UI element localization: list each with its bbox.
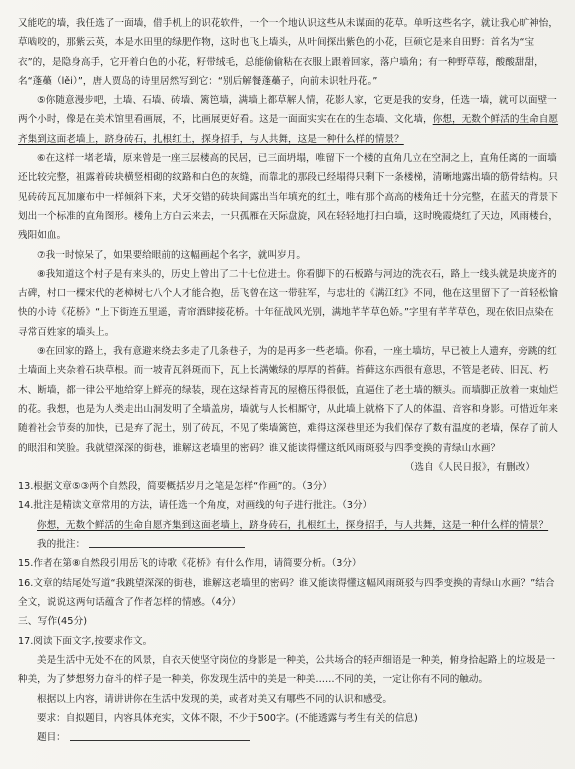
question-15: 15.作者在第⑧自然段引用岳飞的诗歌《花桥》有什么作用，请简要分析。（3分） [18,558,362,570]
underlined-sentence: 你想，无数个鲜活的生命自愿齐集到这面老墙上，跻身砖石，扎根红土，探身招手，与人共舞，这是一种什么样的情景？ [18,114,559,145]
passage-paragraph-6: ⑥在这样一堵老墙，原来曾是一座三层楼高的民居，已三面坍塌，唯留下一个楼的直角几立在空洞之上，直角任离的一面墙还比较完整，祖露着砖块横竖相砌的纹路和白色的灰缝，而靠北的那段已经塌得只剩下一条楼梯，清晰地露出墙的筋骨结构。只见砖砖瓦瓦加廉布中一样倾斜下来，犬牙交错的砖块间露出当年填充的红土，唯有那个高高的楼角迁十分完整，在蓝天的背景下划出一个标准的直角图形。楼角上方白云来去，一只孤雁在天际盘旋，风在轻轻地打扫白墙，这时晚霞烧红了天边，风雨楼台，残阳如血。 [18,153,559,242]
answer-label: 我的批注： [37,539,86,551]
writing-prompt-1: 美是生活中无处不在的风景，自衣天使坚守岗位的身影是一种美，公共场合的轻声细语是一种美，俯身拾起路上的垃圾是一种美，为了梦想努力奋斗的样子是一种美，你发现生活中的美是一种美……不同的美，一定让你有不同的触动。 [18,655,556,686]
passage-text: 又能吃的墙，我任选了一面墙，借手机上的识花软件，一个一个地认识这些从未谋面的花草。单听这些名字，就让我心旷神怡，草 [18,18,559,49]
passage-text: 啮咬的，那紫云英，本是水田里的绿肥作物，这时也飞上墙头，从叶间探出紫色的小花，巨硕它是来自田野：首名为“宝衣”的，是隐身高手，它开着白色的小花，籽带绒毛，总能偷偷粘在衣服上跟着回家，落户墙角；有一种野草莓，酸酸甜甜，名“蓬蘽（lěi）”，唐人贾岛的诗里居然写到它：“别后解餐蓬蘽子，向前未识牡丹花。” [18,37,544,87]
answer-blank[interactable] [89,537,245,548]
passage-paragraph-7: ⑦我一时惊呆了，如果要给眼前的这幅画起个名字，就叫岁月。 [37,249,307,261]
question-14: 14.批注是精读文章常用的方法，请任选一个角度，对画线的句子进行批注。（3分） [18,500,373,512]
question-13: 13.根据文章⑤③两个自然段，简要概括岁月之笔是怎样“作画”的。（3分） [18,481,333,493]
question-16: 16.文章的结尾处写道“我跳望深深的街巷，谁解这老墙里的密码？谁又能读得懂这幅风雨斑驳与四季变换的青绿山水画？”结合全文，说说这两句话蕴含了作者怎样的情感。（4分） [18,577,555,608]
passage-source: （选自《人民日报》，有删改） [404,461,535,473]
question-17: 17.阅读下面文字,按要求作文。 [18,635,153,647]
question-14-answer [18,535,559,554]
writing-prompt-2: 根据以上内容，请讲讲你在生活中发现的美，或者对美又有哪些不同的认识和感受。 [37,693,392,705]
passage-paragraph-8: ⑧我知道这个村子是有来头的，历史上曾出了二十七位进士。你看脚下的石板路与河边的洗衣石，路上一线头就是块庞齐的古碑，村口一棵宋代的老樟树七八个人才能合抱，岳飞曾在这一带驻军，与忠壮的《满江红》不同，他在这里留下了一首轻松愉快的小诗《花桥》“上下街连五里遥，青帘酒肆接花桥。十年征战风光别，满地芊芊草色娇。”字里有芊芊草色，现在依旧点染在寻常百姓家的墙头上。 [18,268,559,338]
passage-paragraph-5 [18,91,559,149]
passage-paragraph-4-continued [18,14,559,91]
essay-title-line [18,728,559,747]
writing-requirement: 要求：自拟题目，内容具体充实，文体不限，不少于500字。(不能透露与考生有关的信息) [37,712,418,724]
passage-text: ⑤你随意漫步吧，土墙、石墙、砖墙、篱笆墙，满墙上都草解人情，花影人家，它更是我的安身，任选一墙，就可以面壁一两个小时，像是在美术馆里看画展，不，比画展更好看。这是一面面实实在在的生态墙、文化墙， [18,95,557,126]
question-14-quote: 你想，无数个鲜活的生命自愿齐集到这面老墙上，跻身砖石，扎根红土，探身招手，与人共舞，这是一种什么样的情景？ [37,519,549,531]
section-heading-writing: 三、写作(45分) [18,616,88,628]
title-blank[interactable] [70,730,250,741]
title-label: 题目： [37,732,66,744]
passage-text: ⑨在回家的路上，我有意避来绕去多走了几条巷子，为的是再多一些老墙。你看，一座土墙坊，早已被上人遗弃，旁跳的红土墙面上夹杂着石块草根。而一坡青瓦斜斑而下，瓦上长满嫩绿的厚厚的苔藓。苔藓这东西很有意思，不管是老砖、旧瓦、朽木、断墙，都一律公平地给穿上鲜亮的绿装，现在这绿苔青瓦的屋檐压得很低，直逼住了老土墙的额头。而墙脚正放着一束灿烂的花。我想，也是为人类走出山洞发明了全墙盖房，墙就与人长相厮守，从此墙上就格下了人的体温、音容和身影。可惜近年来随着社会节奏的加快，已是弃了泥土，别了砖瓦，不见了柴墙篱笆，难得这深巷里还为我们保存了数有温度的老墙，保存了前人的眼泪和笑脸。我就望深深的街巷，谁解这老墙里的密码？谁又能读得懂这纸风雨斑驳与四季变换的青绿山水画？ [18,346,559,454]
passage-paragraph-9 [18,342,559,477]
